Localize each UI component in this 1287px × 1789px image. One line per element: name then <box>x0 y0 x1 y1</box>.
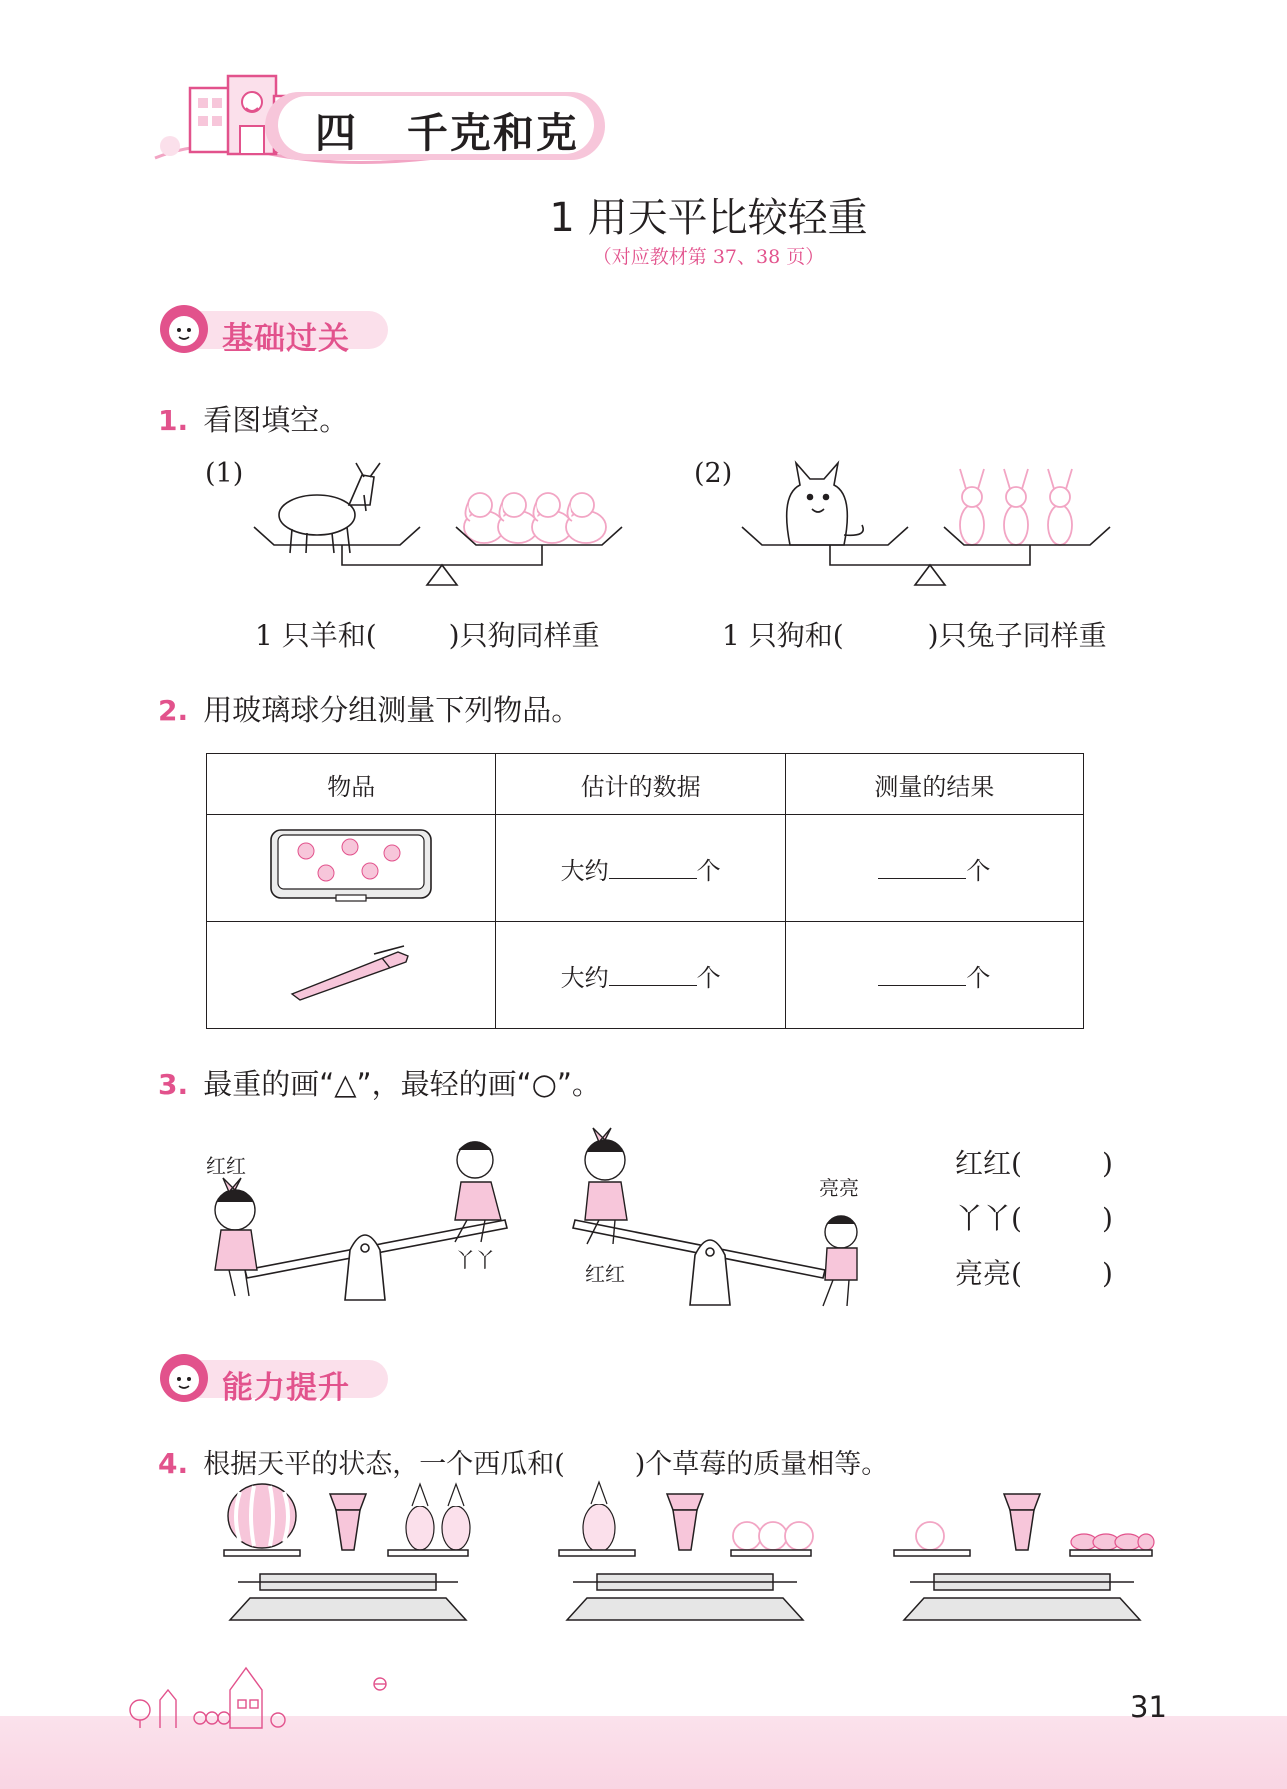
lesson-title: 1 用天平比较轻重 <box>549 195 868 241</box>
cell-result: 个 <box>785 922 1083 1029</box>
table-header-row <box>207 754 1084 815</box>
label-liangliang: 亮亮 <box>819 1176 859 1200</box>
scale-apple-strawberries <box>890 1480 1155 1630</box>
q3-heading <box>158 1062 601 1103</box>
result-blank[interactable] <box>878 984 966 986</box>
header-item: 物品 <box>207 754 496 815</box>
scale-watermelon-pineapples <box>220 1480 475 1630</box>
apples-icon <box>733 1522 813 1550</box>
footer-town-illustration <box>120 1650 420 1730</box>
result-blank[interactable] <box>878 877 966 879</box>
cell-estimate: 大约 个 <box>496 815 785 922</box>
answer-honghong: 红红( ) <box>955 1147 1113 1180</box>
header-estimate: 估计的数据 <box>496 754 785 815</box>
q4-number: 4. <box>158 1447 189 1480</box>
section-basic <box>158 303 408 355</box>
label-honghong-1: 红红 <box>206 1154 246 1178</box>
watermelon-icon <box>228 1484 296 1548</box>
q3-prompt: 最重的画“△”，最轻的画“○”。 <box>203 1067 601 1101</box>
q1-part2-answer: 1 只狗和( )只兔子同样重 <box>722 619 1107 652</box>
q2-heading <box>158 688 580 729</box>
table-row <box>207 922 1084 1029</box>
boy-liangliang-icon <box>823 1216 857 1306</box>
pineapple-icon <box>583 1482 615 1552</box>
q2-prompt: 用玻璃球分组测量下列物品。 <box>203 693 581 727</box>
girl-honghong-icon <box>215 1178 257 1296</box>
pencil-case-icon <box>266 825 436 905</box>
scale-body <box>894 1494 1152 1620</box>
answer-yaya: 丫丫( ) <box>955 1202 1113 1235</box>
strawberries-icon <box>1071 1534 1154 1550</box>
estimate-blank[interactable] <box>609 984 697 986</box>
q1-heading <box>158 398 348 439</box>
pen-icon <box>286 942 416 1002</box>
student-icon <box>158 1352 210 1404</box>
goat-icon <box>279 463 380 553</box>
dog-icon <box>787 463 864 545</box>
chapter-title: 四 千克和克 <box>315 109 579 157</box>
q3-number: 3. <box>158 1068 189 1101</box>
apple-icon <box>916 1522 944 1550</box>
estimate-blank[interactable] <box>609 877 697 879</box>
section-basic-label: 基础过关 <box>222 321 350 357</box>
q1-prompt: 看图填空。 <box>203 403 349 437</box>
q2-number: 2. <box>158 694 189 727</box>
q1-part2-label: (2) <box>694 458 733 489</box>
label-yaya-1: 丫丫 <box>455 1248 495 1272</box>
dogs-icon <box>464 493 606 543</box>
table-row <box>207 815 1084 922</box>
q1-part1-answer: 1 只羊和( )只狗同样重 <box>255 619 600 652</box>
q1-number: 1. <box>158 404 189 437</box>
cell-item <box>207 922 496 1029</box>
pineapples-icon <box>406 1484 470 1550</box>
page-number: 31 <box>1130 1690 1167 1724</box>
rabbits-icon <box>960 469 1072 545</box>
balance-goat-dogs <box>252 455 634 590</box>
section-advanced <box>158 1352 408 1404</box>
cell-estimate: 大约 个 <box>496 922 785 1029</box>
balance-dog-rabbits <box>740 455 1122 590</box>
q1-part1-label: (1) <box>205 458 244 489</box>
seesaw-honghong-yaya <box>205 1120 525 1310</box>
q4-heading <box>158 1442 888 1481</box>
scale-pineapple-apples <box>555 1480 815 1630</box>
header-result: 测量的结果 <box>785 754 1083 815</box>
measure-table <box>206 753 1084 1029</box>
label-honghong-2: 红红 <box>585 1262 625 1286</box>
student-icon <box>158 303 210 355</box>
q4-prompt: 根据天平的状态，一个西瓜和( )个草莓的质量相等。 <box>203 1449 889 1480</box>
cell-result: 个 <box>785 815 1083 922</box>
cell-item <box>207 815 496 922</box>
section-advanced-label: 能力提升 <box>222 1370 350 1406</box>
lesson-reference: （对应教材第 37、38 页） <box>592 246 825 268</box>
answer-liangliang: 亮亮( ) <box>955 1257 1113 1290</box>
